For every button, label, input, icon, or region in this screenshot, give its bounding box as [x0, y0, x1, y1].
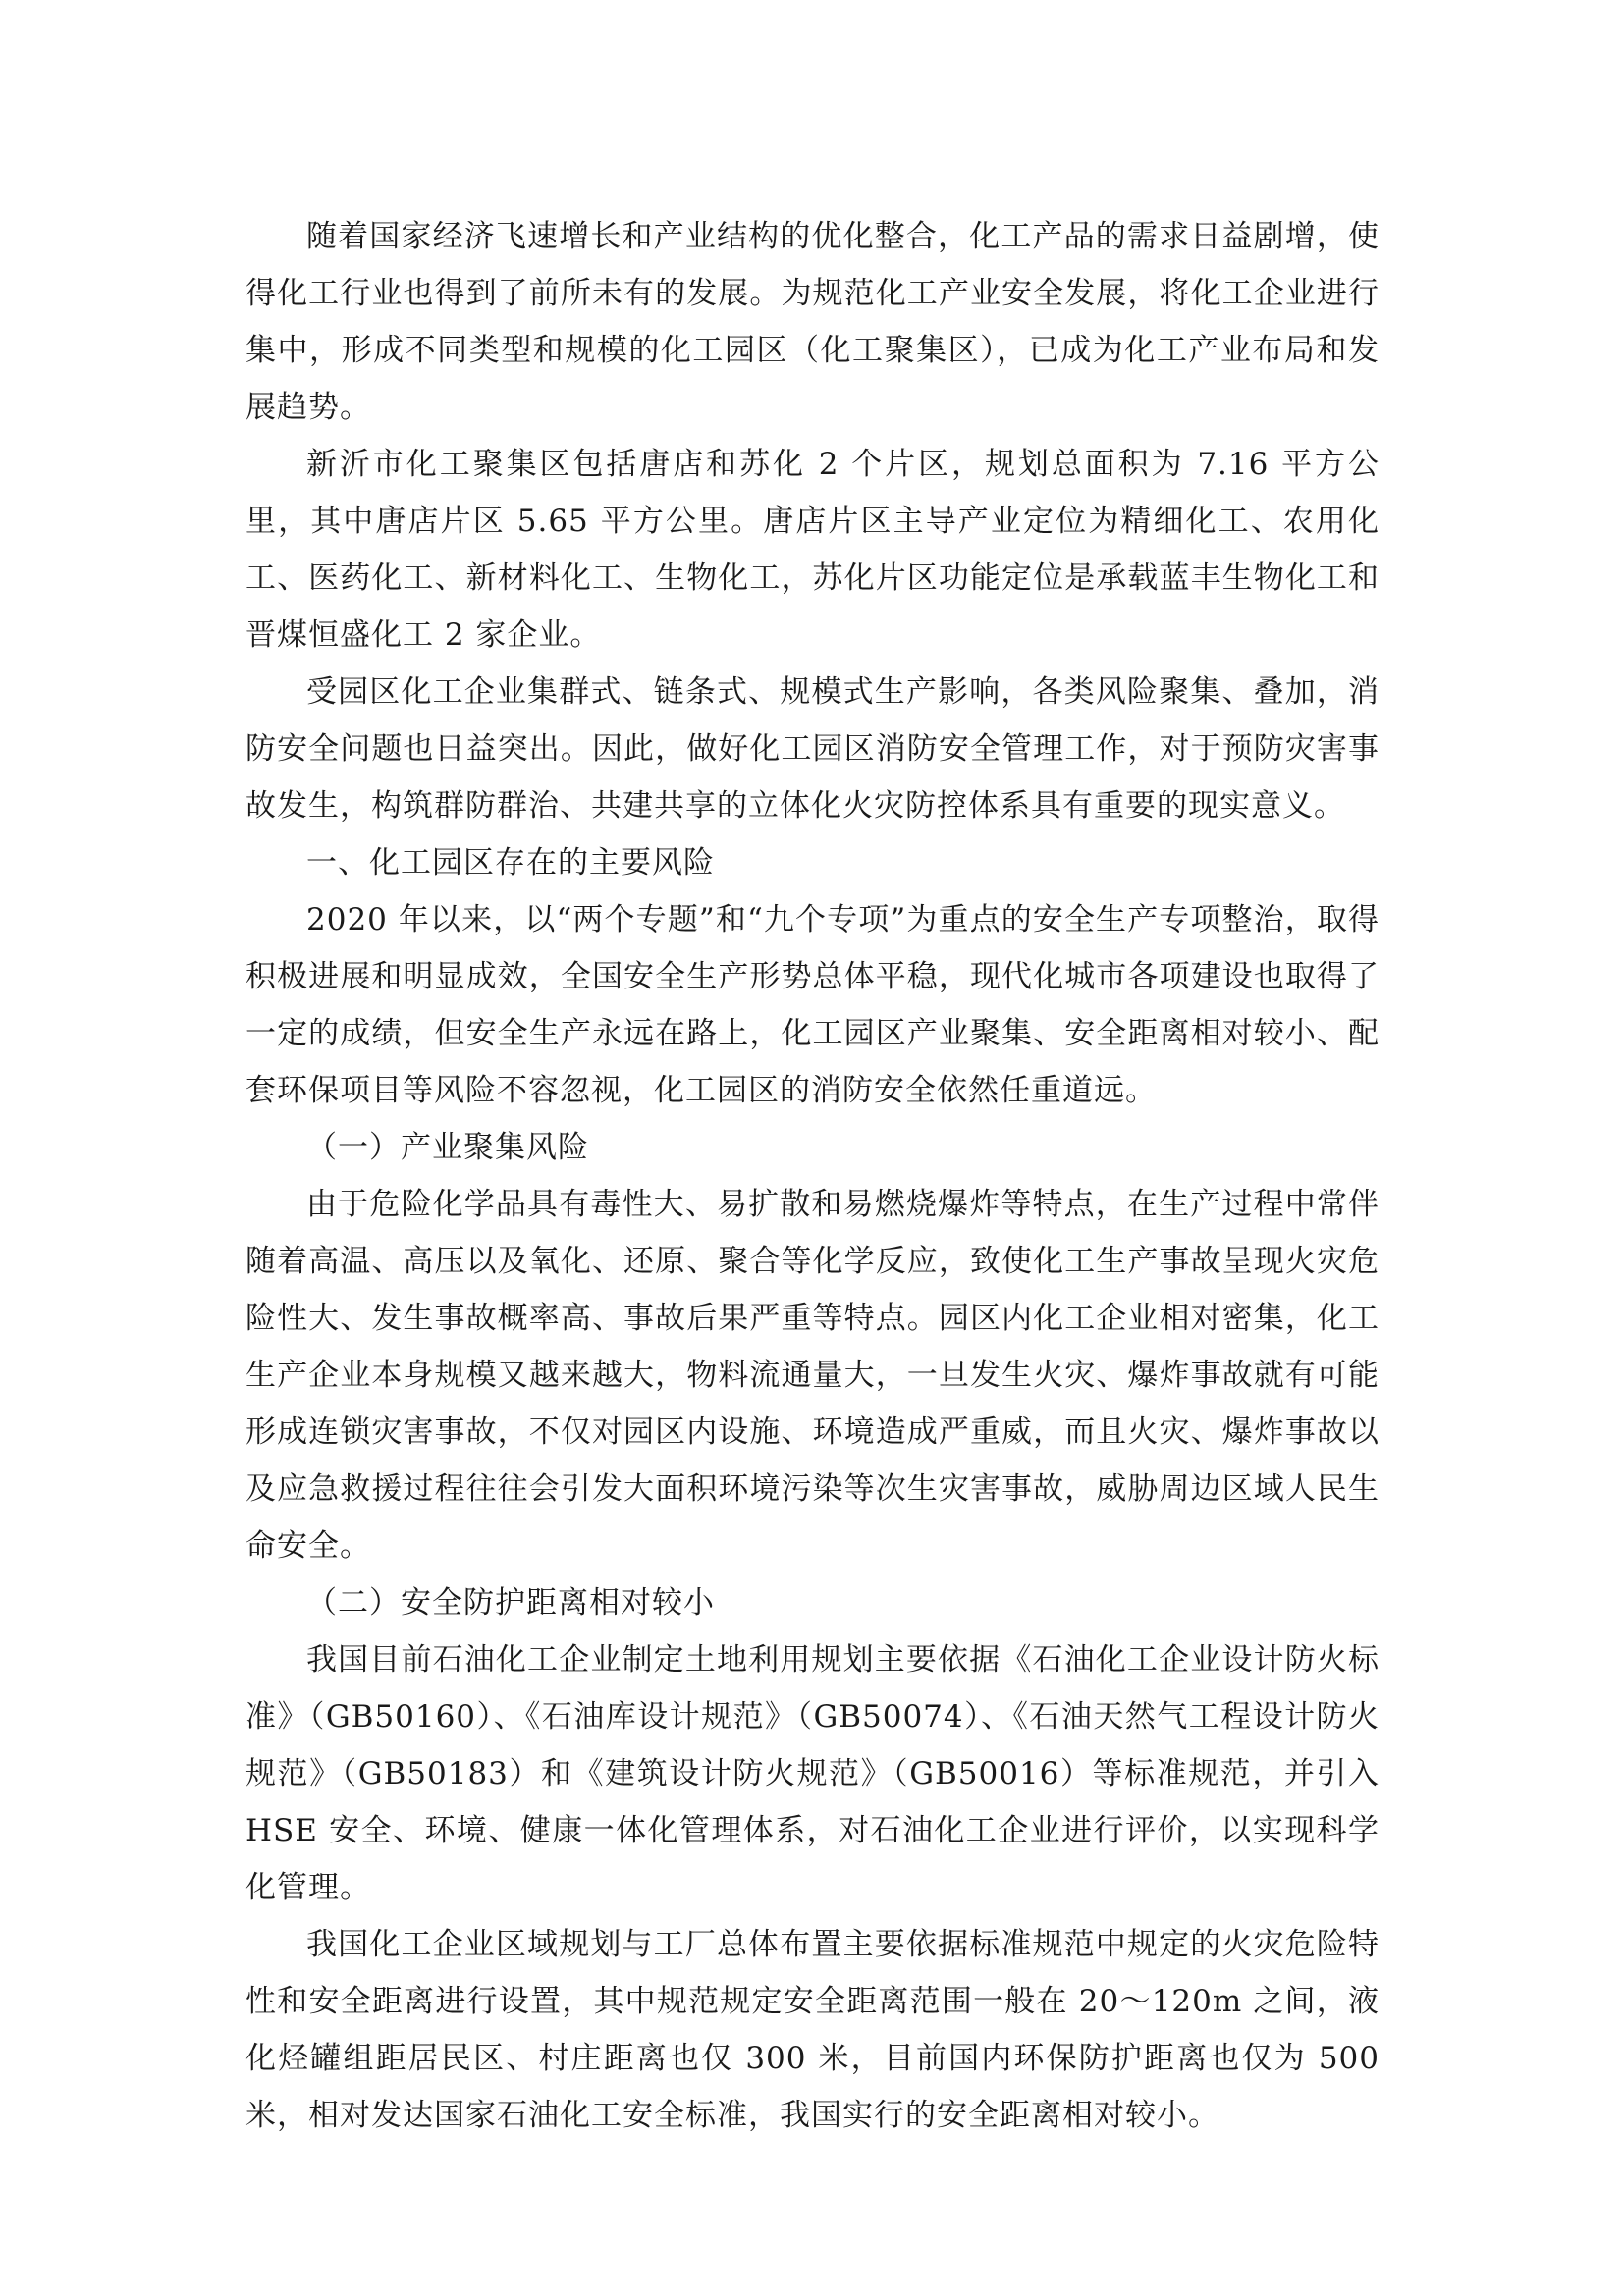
document-body [245, 208, 1380, 2144]
subsection-heading-safety-distance: （二）安全防护距离相对较小 [306, 1585, 715, 1621]
paragraph-standards: 我国目前石油化工企业制定土地利用规划主要依据《石油化工企业设计防火标准》（GB50160）、《石油库设计规范》（GB50074）、《石油天然气工程设计防火规范》（GB50183）和《建筑设计防火规范》（GB50016）等标准规范，并引入 HSE 安全、环境、健康一体化管理体系，对石油化工企业进行评价，以实现科学化管理。 [245, 1642, 1380, 1905]
paragraph-xinyi-cluster: 新沂市化工聚集区包括唐店和苏化 2 个片区，规划总面积为 7.16 平方公里，其中唐店片区 5.65 平方公里。唐店片区主导产业定位为精细化工、农用化工、医药化工、新材料化工、生物化工，苏化片区功能定位是承载蓝丰生物化工和晋煤恒盛化工 2 家企业。 [245, 447, 1380, 653]
paragraph-intro: 随着国家经济飞速增长和产业结构的优化整合，化工产品的需求日益剧增，使得化工行业也得到了前所未有的发展。为规范化工产业安全发展，将化工企业进行集中，形成不同类型和规模的化工园区（化工聚集区），已成为化工产业布局和发展趋势。 [245, 219, 1380, 425]
paragraph-fire-safety-significance: 受园区化工企业集群式、链条式、规模式生产影响，各类风险聚集、叠加，消防安全问题也日益突出。因此，做好化工园区消防安全管理工作，对于预防灾害事故发生，构筑群防群治、共建共享的立体化火灾防控体系具有重要的现实意义。 [245, 674, 1380, 824]
paragraph-2020-rectification: 2020 年以来，以“两个专题”和“九个专项”为重点的安全生产专项整治，取得积极进展和明显成效，全国安全生产形势总体平稳，现代化城市各项建设也取得了一定的成绩，但安全生产永远在路上，化工园区产业聚集、安全距离相对较小、配套环保项目等风险不容忽视，化工园区的消防安全依然任重道远。 [245, 902, 1380, 1108]
subsection-heading-industry-cluster-risk: （一）产业聚集风险 [306, 1130, 589, 1165]
paragraph-safety-distance-values: 我国化工企业区域规划与工厂总体布置主要依据标准规范中规定的火灾危险特性和安全距离进行设置，其中规范规定安全距离范围一般在 20～120m 之间，液化烃罐组距居民区、村庄距离也仅 300 米，目前国内环保防护距离也仅为 500 米，相对发达国家石油化工安全标准，我国实行的安全距离相对较小。 [245, 1927, 1380, 2133]
paragraph-hazardous-chemicals: 由于危险化学品具有毒性大、易扩散和易燃烧爆炸等特点，在生产过程中常伴随着高温、高压以及氧化、还原、聚合等化学反应，致使化工生产事故呈现火灾危险性大、发生事故概率高、事故后果严重等特点。园区内化工企业相对密集，化工生产企业本身规模又越来越大，物料流通量大，一旦发生火灾、爆炸事故就有可能形成连锁灾害事故，不仅对园区内设施、环境造成严重威，而且火灾、爆炸事故以及应急救援过程往往会引发大面积环境污染等次生灾害事故，威胁周边区域人民生命安全。 [245, 1187, 1380, 1564]
section-heading-main-risks: 一、化工园区存在的主要风险 [306, 845, 715, 881]
